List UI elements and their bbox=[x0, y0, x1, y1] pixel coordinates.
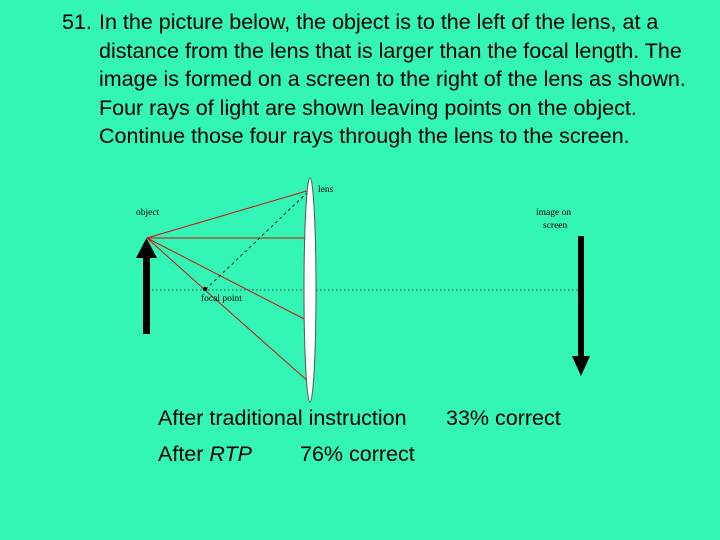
result-traditional bbox=[158, 405, 561, 431]
focal-point-label: focal point bbox=[201, 294, 242, 304]
image-arrow-shaft bbox=[578, 236, 584, 358]
object-arrow-shaft bbox=[143, 256, 150, 334]
result-traditional-label: After traditional instruction bbox=[158, 406, 407, 430]
lens-shape bbox=[304, 178, 316, 402]
lens-label: lens bbox=[318, 185, 334, 195]
question-text: In the picture below, the object is to the left of the lens, at a distance from the lens that is larger than the focal length. The image is formed on a screen to the right of the lens as shown. Four rays of light are shown leaving points on the object. Continue those four rays through the lens to the screen. bbox=[99, 10, 686, 148]
ray-to-lens-top bbox=[147, 190, 310, 238]
image-label-line2: screen bbox=[543, 221, 568, 231]
result-rtp-value: 76% correct bbox=[300, 442, 415, 466]
question-number: 51. bbox=[62, 10, 92, 34]
ray-through-center bbox=[147, 238, 310, 322]
focal-point-dot bbox=[203, 287, 207, 291]
result-traditional-value: 33% correct bbox=[446, 406, 561, 430]
image-arrow-head bbox=[572, 356, 590, 376]
result-rtp-prefix: After bbox=[158, 442, 210, 466]
result-rtp bbox=[158, 441, 415, 467]
ray-through-focal bbox=[147, 238, 205, 290]
image-label-line1: image on bbox=[536, 208, 572, 218]
result-rtp-name: RTP bbox=[209, 442, 253, 466]
dashed-guide-line bbox=[205, 188, 312, 290]
object-label: object bbox=[136, 208, 160, 218]
